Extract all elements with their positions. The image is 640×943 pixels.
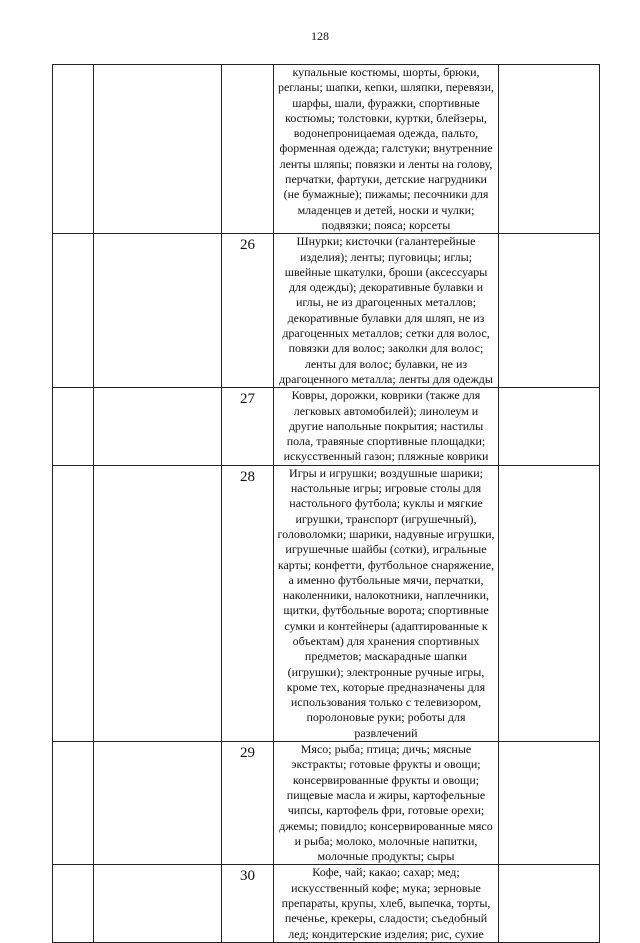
description-line: пола, травяные спортивные площадки;	[286, 434, 486, 449]
description-line: (не бумажные); пижамы; песочники для	[283, 187, 489, 202]
description-line: пищевые масла и жиры, картофельные	[286, 787, 486, 802]
empty-cell	[499, 742, 600, 865]
description-line: Ковры, дорожки, коврики (также для	[291, 388, 481, 403]
class-number-cell: 28	[222, 465, 274, 741]
goods-description-cell	[274, 865, 499, 942]
description-line: чипсы, картофель фри, готовые орехи;	[287, 803, 485, 818]
description-line: молочные продукты; сыры	[317, 849, 455, 864]
goods-description-cell	[274, 65, 499, 234]
description-line: Кофе, чай; какао; сахар; мед;	[312, 865, 460, 880]
description-line: а именно футбольные мячи, перчатки,	[288, 572, 484, 587]
description-line: использования только с телевизором,	[290, 695, 482, 710]
description-line: купальные костюмы, шорты, брюки,	[292, 65, 480, 79]
description-line: костюмы; толстовки, куртки, блейзеры,	[285, 110, 487, 125]
description-line: наколенники, налокотники, наплечники,	[282, 588, 490, 603]
description-line: и рыба; молоко, молочные напитки,	[294, 833, 478, 848]
table-row	[53, 388, 600, 465]
table-row	[53, 465, 600, 741]
empty-cell	[53, 465, 94, 741]
empty-cell	[94, 234, 222, 388]
empty-cell	[94, 65, 222, 234]
description-line: экстракты; готовые фрукты и овощи;	[291, 757, 481, 772]
empty-cell	[53, 65, 94, 234]
page-number: 128	[311, 29, 329, 43]
description-line: младенцев и детей, носки и чулки;	[297, 202, 475, 217]
description-line: консервированные фрукты и овощи;	[292, 772, 480, 787]
table-row	[53, 865, 600, 942]
class-number-cell: 30	[222, 865, 274, 942]
description-line: головоломки; шарики, надувные игрушки,	[277, 526, 495, 541]
class-number-cell: 29	[222, 742, 274, 865]
description-line: щитки, футбольные ворота; спортивные	[283, 603, 489, 618]
empty-cell	[499, 865, 600, 942]
table-row	[53, 234, 600, 388]
empty-cell	[94, 388, 222, 465]
description-line: драгоценного металла; ленты для одежды	[279, 371, 493, 386]
goods-description-cell	[274, 465, 499, 741]
classes-table	[52, 64, 600, 943]
description-line: легковых автомобилей); линолеум и	[293, 403, 479, 418]
description-line: Шнурки; кисточки (галантерейные	[296, 234, 476, 249]
description-line: Игры и игрушки; воздушные шарики;	[289, 465, 483, 480]
empty-cell	[94, 465, 222, 741]
empty-cell	[499, 234, 600, 388]
description-line: регланы; шапки, кепки, шляпки, перевязи,	[277, 80, 495, 95]
description-line: игрушки, транспорт (игрушечный),	[295, 511, 477, 526]
description-line: изделия); ленты; пуговицы; иглы;	[299, 249, 473, 264]
description-line: Мясо; рыба; птица; дичь; мясные	[300, 742, 472, 757]
goods-description-cell	[274, 388, 499, 465]
description-line: другие напольные покрытия; настилы	[288, 418, 484, 433]
class-number-cell	[222, 65, 274, 234]
description-line: поролоновые руки; роботы для	[306, 710, 466, 725]
table-row	[53, 742, 600, 865]
description-line: печенье, крекеры, сладости; съедобный	[284, 911, 488, 926]
empty-cell	[53, 234, 94, 388]
empty-cell	[53, 865, 94, 942]
description-line: подвязки; пояса; корсеты	[321, 217, 451, 232]
empty-cell	[94, 865, 222, 942]
description-line: иглы, не из драгоценных металлов;	[295, 295, 477, 310]
description-line: повязки для волос; заколки для волос;	[288, 341, 484, 356]
description-line: форменная одежда; галстуки; внутренние	[279, 141, 493, 156]
description-line: шарфы, шали, фуражки, спортивные	[292, 95, 480, 110]
description-line: швейные шкатулки, броши (аксессуары	[284, 264, 488, 279]
description-line: драгоценных металлов; сетки для волос,	[282, 326, 490, 341]
table-row	[53, 65, 600, 234]
description-line: перчатки, фартуки, детские нагрудники	[285, 172, 487, 187]
description-line: препараты, крупы, хлеб, выпечка, торты,	[281, 896, 491, 911]
description-line: водонепроницаемая одежда, пальто,	[293, 126, 479, 141]
class-number-cell: 26	[222, 234, 274, 388]
empty-cell	[499, 388, 600, 465]
empty-cell	[53, 388, 94, 465]
goods-description-cell	[274, 742, 499, 865]
description-line: искусственный кофе; мука; зерновые	[291, 880, 481, 895]
description-line: настольного футбола; куклы и мягкие	[289, 496, 483, 511]
empty-cell	[94, 742, 222, 865]
description-line: настольные игры; игровые столы для	[290, 481, 482, 496]
empty-cell	[53, 742, 94, 865]
description-line: (игрушки); электронные ручные игры,	[287, 664, 485, 679]
description-line: джемы; повидло; консервированные мясо	[279, 818, 493, 833]
description-line: кроме тех, которые предназначены для	[286, 679, 486, 694]
description-line: искусственный газон; пляжные коврики	[283, 449, 489, 464]
description-line: ленты для волос; булавки, не из	[304, 356, 468, 371]
goods-description-cell	[274, 234, 499, 388]
description-line: для одежды); декоративные булавки и	[288, 280, 484, 295]
description-line: декоративные булавки для шляп, не из	[287, 310, 485, 325]
description-line: карты; конфетти, футбольное снаряжение,	[277, 557, 495, 572]
description-line: развлечений	[354, 725, 418, 740]
description-line: объектам) для хранения спортивных	[292, 633, 480, 648]
description-line: лед; кондитерские изделия; рис, сухие	[288, 926, 484, 941]
description-line: игрушечные шайбы (сотки), игральные	[285, 542, 487, 557]
class-number-cell: 27	[222, 388, 274, 465]
description-line: ленты шляпы; повязки и ленты на голову,	[279, 156, 493, 171]
empty-cell	[499, 65, 600, 234]
empty-cell	[499, 465, 600, 741]
description-line: сумки и контейнеры (адаптированные к	[284, 618, 488, 633]
description-line: предметов; маскарадные шапки	[304, 649, 468, 664]
